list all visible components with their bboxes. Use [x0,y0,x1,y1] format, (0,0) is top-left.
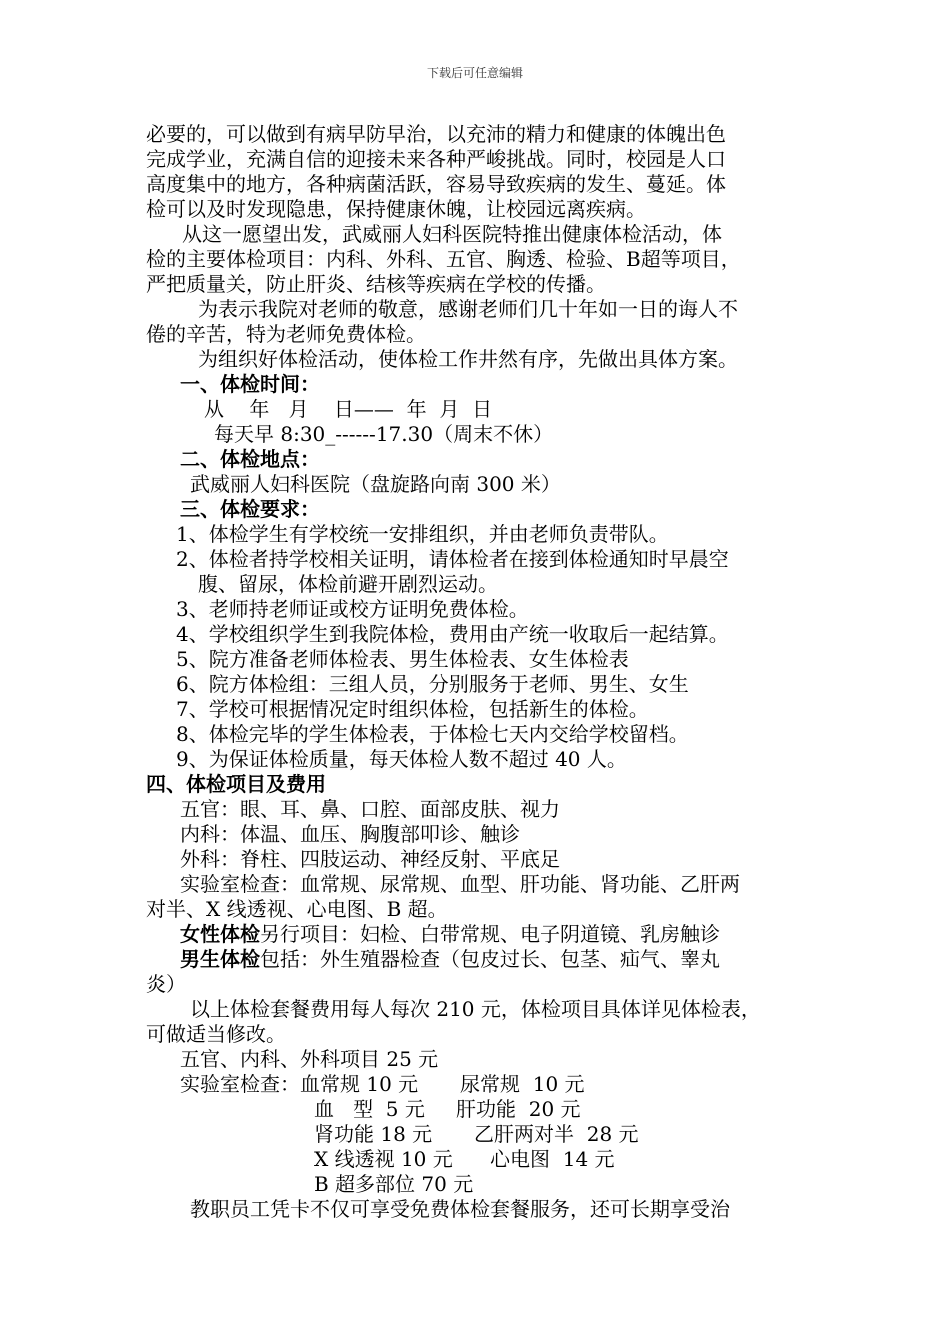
list-item: 1、体检学生有学校统一安排组织，并由老师负责带队。 [176,522,669,546]
female-text: 另行项目：妇检、白带常规、电子阴道镜、乳房触诊 [260,922,720,946]
paragraph-line: 严把质量关，防止肝炎、结核等疾病在学校的传播。 [146,272,606,296]
price-basic: 五官、内科、外科项目 25 元 [180,1047,439,1071]
paragraph-line: 为组织好体检活动，使体检工作井然有序，先做出具体方案。 [198,347,738,371]
paragraph-line: 倦的辛苦，特为老师免费体检。 [146,322,426,346]
list-item: 3、老师持老师证或校方证明免费体检。 [176,597,529,621]
section-heading-items-fees: 四、体检项目及费用 [146,772,326,796]
price-row [146,1122,836,1147]
price-cell: 乙肝两对半 28 元 [474,1122,639,1146]
paragraph-line: 高度集中的地方，各种病菌活跃，容易导致疾病的发生、蔓延。体 [146,172,726,196]
fee-paragraph-line: 以上体检套餐费用每人每次 210 元，体检项目具体详见体检表， [190,997,761,1021]
price-cell: B 超多部位 70 元 [314,1172,474,1196]
list-item-continuation: 腹、留尿，体检前避开剧烈运动。 [198,572,498,596]
section-heading-requirements: 三、体检要求： [180,497,320,521]
list-item: 2、体检者持学校相关证明，请体检者在接到体检通知时早晨空 [176,547,729,571]
price-cell: 血 型 5 元 [314,1097,425,1121]
male-text: 包括：外生殖器检查（包皮过长、包茎、疝气、睾丸 [260,947,720,971]
price-cell: 心电图 14 元 [490,1147,615,1171]
list-item: 4、学校组织学生到我院体检，费用由产统一收取后一起结算。 [176,622,729,646]
date-range-text: 从 年 月 日—— 年 月 日 [204,397,493,421]
female-label: 女性体检 [180,922,260,946]
price-cell: X 线透视 10 元 [314,1147,453,1171]
daily-hours: 每天早 8:30_------17.30（周末不休） [214,422,554,446]
item-lab-continuation: 对半、X 线透视、心电图、B 超。 [146,897,448,921]
list-item: 8、体检完毕的学生体检表，于体检七天内交给学校留档。 [176,722,689,746]
item-wuguan: 五官：眼、耳、鼻、口腔、面部皮肤、视力 [180,797,560,821]
paragraph-line: 检的主要体检项目：内科、外科、五官、胸透、检验、B超等项目， [146,247,741,271]
item-female [146,922,836,947]
price-row [146,1172,836,1197]
item-male [146,947,836,972]
document-body [146,122,836,1222]
price-cell: 尿常规 10 元 [460,1072,585,1096]
list-item: 9、为保证体检质量，每天体检人数不超过 40 人。 [176,747,627,771]
price-cell: 血常规 10 元 [300,1072,419,1096]
paragraph-line: 检可以及时发现隐患，保持健康休魄，让校园远离疾病。 [146,197,646,221]
paragraph-line: 必要的，可以做到有病早防早治，以充沛的精力和健康的体魄出色 [146,122,726,146]
paragraph-line: 从这一愿望出发，武威丽人妇科医院特推出健康体检活动，体 [182,222,722,246]
price-cell: 肝功能 20 元 [456,1097,581,1121]
male-label: 男生体检 [180,947,260,971]
item-neike: 内科：体温、血压、胸腹部叩诊、触诊 [180,822,520,846]
date-range [146,397,836,422]
lab-label: 实验室检查： [180,1072,300,1096]
section-heading-location: 二、体检地点： [180,447,320,471]
paragraph-line: 为表示我院对老师的敬意，感谢老师们几十年如一日的诲人不 [198,297,738,321]
fee-paragraph-line: 可做适当修改。 [146,1022,286,1046]
item-male-continuation: 炎） [146,972,186,996]
list-item: 6、院方体检组：三组人员，分别服务于老师、男生、女生 [176,672,689,696]
price-row [146,1147,836,1172]
paragraph-line: 完成学业，充满自信的迎接未来各种严峻挑战。同时，校园是人口 [146,147,726,171]
list-item: 7、学校可根据情况定时组织体检，包括新生的体检。 [176,697,649,721]
price-row [146,1072,836,1097]
price-row [146,1097,836,1122]
section-heading-time: 一、体检时间： [180,372,320,396]
location-text: 武威丽人妇科医院（盘旋路向南 300 米） [190,472,561,496]
paragraph-line: 教职员工凭卡不仅可享受免费体检套餐服务，还可长期享受治 [190,1197,730,1221]
item-waike: 外科：脊柱、四肢运动、神经反射、平底足 [180,847,560,871]
item-lab: 实验室检查：血常规、尿常规、血型、肝功能、肾功能、乙肝两 [180,872,740,896]
price-cell: 肾功能 18 元 [314,1122,433,1146]
page-header: 下载后可任意编辑 [426,66,523,80]
list-item: 5、院方准备老师体检表、男生体检表、女生体检表 [176,647,629,671]
